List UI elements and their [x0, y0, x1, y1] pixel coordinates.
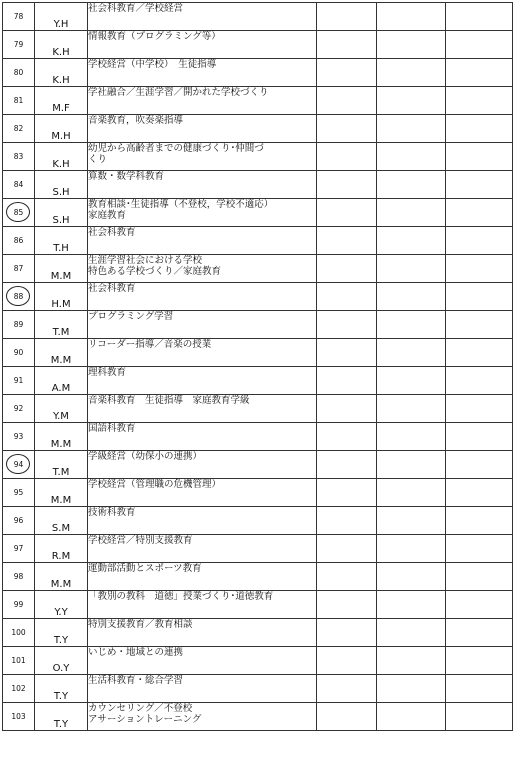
- table-row: [3, 283, 513, 311]
- table-row: [3, 171, 513, 199]
- person-initials: T.M: [35, 311, 88, 339]
- empty-cell-2: [377, 171, 446, 199]
- table-row: [3, 199, 513, 227]
- specialty-description: 社会科教育: [88, 283, 317, 311]
- row-number: 93: [3, 423, 35, 451]
- person-initials: T.M: [35, 451, 88, 479]
- table-row: [3, 675, 513, 703]
- empty-cell-2: [377, 143, 446, 171]
- empty-cell-2: [377, 31, 446, 59]
- empty-cell-3: [446, 31, 513, 59]
- person-initials: M.M: [35, 423, 88, 451]
- person-initials: H.M: [35, 283, 88, 311]
- specialty-description: 「教別の教科 道徳」授業づくり･道徳教育: [88, 591, 317, 619]
- person-initials: O.Y: [35, 647, 88, 675]
- speaker-table: [2, 2, 513, 731]
- table-row: [3, 59, 513, 87]
- table-row: [3, 619, 513, 647]
- table-row: [3, 143, 513, 171]
- table-row: [3, 563, 513, 591]
- specialty-description: 特別支援教育／教育相談: [88, 619, 317, 647]
- row-number: 102: [3, 675, 35, 703]
- table-row: [3, 115, 513, 143]
- table-row: [3, 3, 513, 31]
- row-number: 84: [3, 171, 35, 199]
- specialty-description: 教育相談･生徒指導（不登校，学校不適応） 家庭教育: [88, 199, 317, 227]
- specialty-description: カウンセリング／不登校 アサーショントレーニング: [88, 703, 317, 731]
- empty-cell-3: [446, 255, 513, 283]
- empty-cell-1: [317, 507, 377, 535]
- specialty-description: リコーダー指導／音楽の授業: [88, 339, 317, 367]
- empty-cell-1: [317, 647, 377, 675]
- row-number: 85: [3, 199, 35, 227]
- person-initials: M.M: [35, 479, 88, 507]
- person-initials: K.H: [35, 31, 88, 59]
- specialty-description: プログラミング学習: [88, 311, 317, 339]
- person-initials: T.Y: [35, 619, 88, 647]
- person-initials: K.H: [35, 59, 88, 87]
- specialty-description: 理科教育: [88, 367, 317, 395]
- empty-cell-3: [446, 143, 513, 171]
- empty-cell-3: [446, 535, 513, 563]
- empty-cell-1: [317, 339, 377, 367]
- table-row: [3, 591, 513, 619]
- row-number: 87: [3, 255, 35, 283]
- empty-cell-1: [317, 675, 377, 703]
- empty-cell-2: [377, 591, 446, 619]
- person-initials: M.M: [35, 255, 88, 283]
- empty-cell-3: [446, 647, 513, 675]
- table-row: [3, 87, 513, 115]
- specialty-description: 社会科教育: [88, 227, 317, 255]
- person-initials: Y.H: [35, 3, 88, 31]
- empty-cell-2: [377, 479, 446, 507]
- row-number: 95: [3, 479, 35, 507]
- specialty-description: 音楽教育，吹奏楽指導: [88, 115, 317, 143]
- specialty-description: 算数・数学科教育: [88, 171, 317, 199]
- row-number: 91: [3, 367, 35, 395]
- specialty-description: 生涯学習社会における学校 特色ある学校づくり／家庭教育: [88, 255, 317, 283]
- empty-cell-3: [446, 367, 513, 395]
- empty-cell-1: [317, 423, 377, 451]
- person-initials: S.H: [35, 171, 88, 199]
- specialty-description: 生活科教育・総合学習: [88, 675, 317, 703]
- empty-cell-3: [446, 451, 513, 479]
- person-initials: Y.Y: [35, 591, 88, 619]
- specialty-description: 学級経営（幼保小の連携）: [88, 451, 317, 479]
- specialty-description: 学社融合／生涯学習／開かれた学校づくり: [88, 87, 317, 115]
- empty-cell-3: [446, 423, 513, 451]
- table-row: [3, 255, 513, 283]
- table-row: [3, 395, 513, 423]
- table-row: [3, 507, 513, 535]
- empty-cell-2: [377, 395, 446, 423]
- empty-cell-1: [317, 199, 377, 227]
- row-number: 89: [3, 311, 35, 339]
- empty-cell-3: [446, 87, 513, 115]
- row-number: 80: [3, 59, 35, 87]
- row-number: 96: [3, 507, 35, 535]
- person-initials: M.M: [35, 339, 88, 367]
- person-initials: A.M: [35, 367, 88, 395]
- empty-cell-3: [446, 703, 513, 731]
- person-initials: R.M: [35, 535, 88, 563]
- empty-cell-3: [446, 59, 513, 87]
- specialty-description: 技術科教育: [88, 507, 317, 535]
- specialty-description: 学校経営（管理職の危機管理）: [88, 479, 317, 507]
- row-number: 94: [3, 451, 35, 479]
- empty-cell-2: [377, 703, 446, 731]
- specialty-description: 学校経営／特別支援教育: [88, 535, 317, 563]
- table-row: [3, 703, 513, 731]
- empty-cell-1: [317, 395, 377, 423]
- circle-mark: [6, 286, 30, 306]
- empty-cell-3: [446, 479, 513, 507]
- specialty-description: 学校経営（中学校） 生徒指導: [88, 59, 317, 87]
- empty-cell-3: [446, 171, 513, 199]
- empty-cell-1: [317, 619, 377, 647]
- empty-cell-2: [377, 339, 446, 367]
- empty-cell-2: [377, 675, 446, 703]
- empty-cell-2: [377, 535, 446, 563]
- specialty-description: 音楽科教育 生徒指導 家庭教育学級: [88, 395, 317, 423]
- empty-cell-2: [377, 199, 446, 227]
- empty-cell-3: [446, 3, 513, 31]
- circle-mark: [6, 202, 30, 222]
- empty-cell-1: [317, 3, 377, 31]
- empty-cell-1: [317, 255, 377, 283]
- empty-cell-3: [446, 115, 513, 143]
- person-initials: T.Y: [35, 675, 88, 703]
- empty-cell-2: [377, 115, 446, 143]
- table-row: [3, 535, 513, 563]
- row-number: 83: [3, 143, 35, 171]
- empty-cell-3: [446, 339, 513, 367]
- empty-cell-2: [377, 283, 446, 311]
- row-number: 79: [3, 31, 35, 59]
- specialty-description: 国語科教育: [88, 423, 317, 451]
- specialty-description: 社会科教育／学校経営: [88, 3, 317, 31]
- empty-cell-1: [317, 283, 377, 311]
- table-row: [3, 311, 513, 339]
- empty-cell-3: [446, 675, 513, 703]
- empty-cell-1: [317, 591, 377, 619]
- empty-cell-2: [377, 59, 446, 87]
- empty-cell-1: [317, 479, 377, 507]
- specialty-description: 運動部活動とスポーツ教育: [88, 563, 317, 591]
- empty-cell-2: [377, 227, 446, 255]
- row-number: 86: [3, 227, 35, 255]
- empty-cell-3: [446, 507, 513, 535]
- empty-cell-1: [317, 703, 377, 731]
- circle-mark: [6, 454, 30, 474]
- empty-cell-1: [317, 367, 377, 395]
- empty-cell-3: [446, 619, 513, 647]
- empty-cell-2: [377, 507, 446, 535]
- person-initials: Y.M: [35, 395, 88, 423]
- empty-cell-1: [317, 59, 377, 87]
- empty-cell-3: [446, 199, 513, 227]
- empty-cell-1: [317, 87, 377, 115]
- row-number: 103: [3, 703, 35, 731]
- empty-cell-2: [377, 311, 446, 339]
- empty-cell-2: [377, 87, 446, 115]
- row-number: 100: [3, 619, 35, 647]
- empty-cell-2: [377, 423, 446, 451]
- person-initials: T.H: [35, 227, 88, 255]
- empty-cell-2: [377, 255, 446, 283]
- table-row: [3, 647, 513, 675]
- empty-cell-3: [446, 395, 513, 423]
- empty-cell-1: [317, 451, 377, 479]
- row-number: 81: [3, 87, 35, 115]
- empty-cell-1: [317, 311, 377, 339]
- empty-cell-2: [377, 451, 446, 479]
- specialty-description: いじめ・地域との連携: [88, 647, 317, 675]
- empty-cell-1: [317, 171, 377, 199]
- empty-cell-2: [377, 647, 446, 675]
- empty-cell-2: [377, 3, 446, 31]
- table-row: [3, 339, 513, 367]
- empty-cell-2: [377, 563, 446, 591]
- row-number: 82: [3, 115, 35, 143]
- empty-cell-3: [446, 311, 513, 339]
- empty-cell-2: [377, 619, 446, 647]
- empty-cell-1: [317, 115, 377, 143]
- row-number: 101: [3, 647, 35, 675]
- person-initials: M.H: [35, 115, 88, 143]
- empty-cell-1: [317, 563, 377, 591]
- table-row: [3, 451, 513, 479]
- row-number: 99: [3, 591, 35, 619]
- row-number: 78: [3, 3, 35, 31]
- row-number: 98: [3, 563, 35, 591]
- empty-cell-3: [446, 283, 513, 311]
- person-initials: K.H: [35, 143, 88, 171]
- person-initials: S.M: [35, 507, 88, 535]
- person-initials: M.M: [35, 563, 88, 591]
- row-number: 92: [3, 395, 35, 423]
- empty-cell-3: [446, 563, 513, 591]
- row-number: 88: [3, 283, 35, 311]
- row-number: 97: [3, 535, 35, 563]
- table-row: [3, 227, 513, 255]
- person-initials: M.F: [35, 87, 88, 115]
- table-row: [3, 479, 513, 507]
- table-row: [3, 367, 513, 395]
- table-row: [3, 423, 513, 451]
- empty-cell-1: [317, 227, 377, 255]
- specialty-description: 情報教育（プログラミング等）: [88, 31, 317, 59]
- empty-cell-2: [377, 367, 446, 395]
- empty-cell-1: [317, 535, 377, 563]
- row-number: 90: [3, 339, 35, 367]
- specialty-description: 幼児から高齢者までの健康づくり･仲間づ くり: [88, 143, 317, 171]
- empty-cell-1: [317, 31, 377, 59]
- person-initials: T.Y: [35, 703, 88, 731]
- table-row: [3, 31, 513, 59]
- empty-cell-1: [317, 143, 377, 171]
- person-initials: S.H: [35, 199, 88, 227]
- empty-cell-3: [446, 227, 513, 255]
- empty-cell-3: [446, 591, 513, 619]
